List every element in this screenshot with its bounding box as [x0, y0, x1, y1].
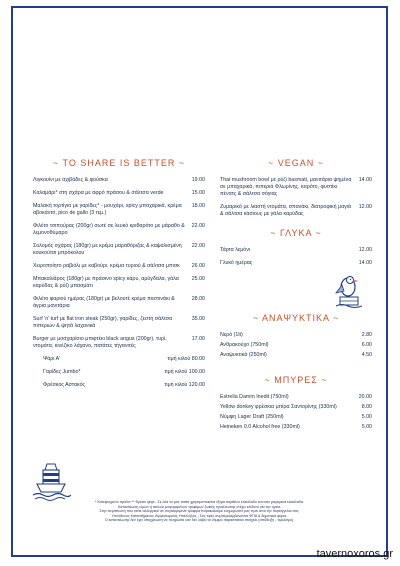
seagull-icon [334, 273, 368, 309]
share-column [33, 158, 205, 395]
menu-item: Μαλακή τορτίγια με γαρίδες* - μουχάρι, spicy μπαχαρικά, κρέμα αβοκάντο, pico de gallo (3 τεμ.) 18.00 [33, 203, 205, 216]
kilo-item: Φρέσκος Αστακός τιμή κιλού 120.00 [43, 382, 205, 388]
menu-page [11, 6, 388, 557]
sweets-section-title: ~ ΓΛΥΚΑ ~ [270, 228, 322, 238]
soft-drinks-section-title: ~ ΑΝΑΨΥΚΤΙΚΑ ~ [252, 313, 340, 323]
menu-item: Τάρτα λεμόνι 12.00 [220, 247, 372, 253]
legal-footer [13, 500, 386, 523]
right-column [220, 158, 372, 434]
footer-line: Ο καταναλωτής δεν έχει υποχρέωση να πληρώσει εάν δεν λάβει το νόμιμο παραστατικό στοιχείο (απόδειξη - τιμολόγιο). [104, 518, 295, 523]
menu-item: Μπακαλιάρος (180gr) με πράσινο spicy κάρυ, αμύγδαλα, γάλα καρύδας & ρύζι μπασμάτι 25.00 [33, 276, 205, 289]
menu-item: Φιλέτο τσιπούρας (200gr) σωτέ σε λευκό κριθαρότο με μάραθο & λεμονοθύμαρο 22.00 [33, 223, 205, 236]
footer-line: Στην περίπτωση που είστε αλλεργικοί σε συγκεκριμένα τρόφιμα παρακαλούμε ενημερώστε μας πριν από την παραγγελία σας. [99, 509, 300, 514]
footer-line: Υπεύθυνος Καταστήματος: Αγορανομικός Υπάλληλος - Στις τιμές συμπεριλαμβάνονται ΦΠΑ & δημοτικοί φόροι. [111, 513, 288, 518]
menu-item: Καλαμάρι* στη σχάρα με αφρό πράσου & σάλτσα verde 15.00 [33, 190, 205, 196]
vegan-section-title: ~ VEGAN ~ [267, 158, 325, 168]
menu-item: Ζυμαρικό με λιαστή ντομάτα, σπανάκι, διατροφική μαγιά & σάλτσα κάσιους με γάλα καρύδας 12.00 [220, 204, 372, 217]
kilo-item: Ψάρι Α' τιμή κιλού 80.00 [43, 356, 205, 362]
site-watermark: tavernoxoros.gr [316, 548, 393, 560]
blank-header-area [13, 8, 386, 153]
menu-item: Estrella Damm Inedit (750ml) 20.00 [220, 394, 372, 400]
menu-item: Νύμφη Lager Draft (250ml) 5.00 [220, 414, 372, 420]
footer-line: * Κατεψυγμένο προϊόν ** Φρέσκ ψάρι - Σε όλα τα μας πιάτα χρησιμοποιείται έξτρα παρθένο ελαιόλαδο και απο μαγειρικά ελαιόλαδα. [94, 500, 305, 504]
footer-line: Κατανάλωση ωμών ή ατελώς μαγειρεμένων τροφίμων ζωικής προέλευσης ενέχει κίνδυνο για την υγεία. [117, 504, 282, 509]
menu-item: Φιλέτο φαριού ημέρας (180gr) με βελουτέ κρέμα παστινάκι & άγρια μανιτάρια 28.00 [33, 296, 205, 309]
menu-item: Νερό (1lt) 2.80 [220, 332, 372, 338]
beers-section-title: ~ ΜΠΥΡΕΣ ~ [264, 375, 328, 385]
kilo-item: Γαρίδες Jumbo* τιμή κιλού 100.00 [43, 369, 205, 375]
menu-item: Γλυκό ημέρας 14.00 [220, 260, 372, 266]
menu-item: Χειροποίητο ραβιόλι με καβούρι, κρέμα τυριού & σάλτσα μπισκ 26.00 [33, 263, 205, 269]
seagull-area [220, 273, 372, 313]
menu-item: Ανθρακούχο (750ml) 6.00 [220, 342, 372, 348]
menu-item: Yellow donkey φρέσκια μπίρα Σαντορίνης (330ml) 8.00 [220, 404, 372, 410]
menu-item: Burger με μοσχαρίσιο μπιφτέκι black angus (200gr), τυρί, ντομάτα, κινέζικο λάχανο, πατάτες τηγανιτές 17.00 [33, 336, 205, 349]
share-section-title: ~ TO SHARE IS BETTER ~ [52, 158, 186, 168]
menu-item: Λιγκουίνι με αχιβάδες & φούσκα 19.00 [33, 177, 205, 183]
menu-item: Thai mushroom bowl με ρύζι basmati, μανιτάρια ψημένα σε μπαχαρικά, πιπεριά Φλωρίνης, καρότο, φυστίκι πένατς & σάλτσα σόγιας 14.00 [220, 177, 372, 197]
menu-item: Σολομός σχάρας (180gr) με κρέμα μαραθόριζας & καψαλισμένη κουκούτσι μπρόκολου 22.00 [33, 243, 205, 256]
menu-item: Surf 'n' turf με flat iron steak (250gr), γαρίδες, ζεστή σάλτσα πιπεριών & ψητά λαχανικά 35.00 [33, 316, 205, 329]
menu-item: Αναψυκτικά (250ml) 4.50 [220, 352, 372, 358]
buoy-icon [31, 462, 71, 502]
menu-item: Heineken 0.0 Alcohol free (330ml) 5.00 [220, 424, 372, 430]
